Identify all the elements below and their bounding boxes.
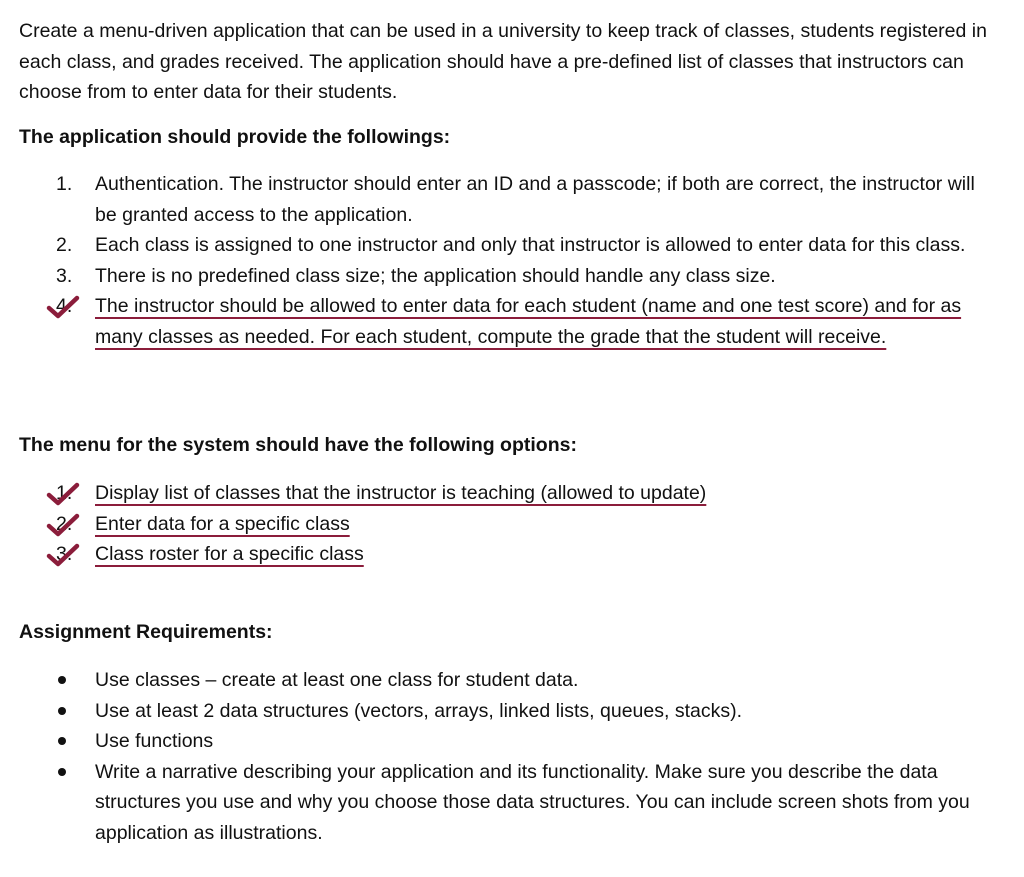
bullet-icon: [58, 707, 66, 715]
list-item: [0, 261, 1000, 292]
item-number: 4.: [56, 295, 73, 317]
item-text: Display list of classes that the instructor is teaching (allowed to update): [95, 482, 707, 504]
item-text: Use classes – create at least one class for student data.: [95, 669, 579, 691]
item-text: Enter data for a specific class: [95, 512, 350, 535]
item-number: 3.: [56, 264, 73, 287]
bullet-icon: [58, 737, 66, 745]
checkmark-icon: [46, 482, 80, 506]
checkmark-icon: [46, 513, 80, 537]
item-text: Use functions: [95, 730, 214, 752]
bullet-icon: [58, 768, 66, 776]
item-number: 1.: [56, 482, 73, 504]
section-heading-features: The application should provide the followings:: [19, 126, 451, 148]
list-item: [0, 696, 1000, 727]
list-item: [0, 478, 1000, 509]
item-number: 3.: [56, 543, 73, 565]
list-item: [0, 539, 1000, 570]
list-item: [0, 291, 1000, 352]
bullet-icon: [58, 676, 66, 684]
item-text: Write a narrative describing your application and its functionality. Make sure you describe the data structures you use and why you choose those data structures. You can include screen shots from you application as illustrations.: [95, 760, 970, 844]
item-text: Class roster for a specific class: [95, 543, 364, 565]
section-heading-menu: The menu for the system should have the following options:: [19, 434, 577, 456]
features-list: [0, 169, 1000, 352]
list-item: [0, 509, 1000, 540]
item-text: Each class is assigned to one instructor and only that instructor is allowed to enter data for this class.: [95, 234, 966, 256]
item-number: 2.: [56, 234, 73, 256]
item-number: 2.: [56, 512, 73, 535]
item-text: Authentication. The instructor should enter an ID and a passcode; if both are correct, the instructor will be granted access to the application.: [95, 173, 975, 226]
list-item: [0, 757, 1000, 849]
item-text: The instructor should be allowed to enter data for each student (name and one test score) and for as many classes as needed. For each student, compute the grade that the student will receive.: [95, 295, 962, 348]
checkmark-icon: [46, 295, 80, 319]
item-text: Use at least 2 data structures (vectors, arrays, linked lists, queues, stacks).: [95, 699, 743, 722]
list-item: [0, 230, 1000, 261]
section-heading-requirements: Assignment Requirements:: [19, 621, 273, 643]
checkmark-icon: [46, 543, 80, 567]
list-item: [0, 665, 1000, 696]
menu-options-list: [0, 478, 1000, 570]
list-item: [0, 169, 1000, 230]
requirements-list: [0, 665, 1000, 848]
item-number: 1.: [56, 173, 73, 195]
list-item: [0, 726, 1000, 757]
item-text: There is no predefined class size; the application should handle any class size.: [95, 264, 776, 287]
intro-paragraph: Create a menu-driven application that can be used in a university to keep track of classes, students registered in each class, and grades received. The application should have a pre-defined list of classes that instructors can choose from to enter data for their students.: [19, 20, 987, 103]
